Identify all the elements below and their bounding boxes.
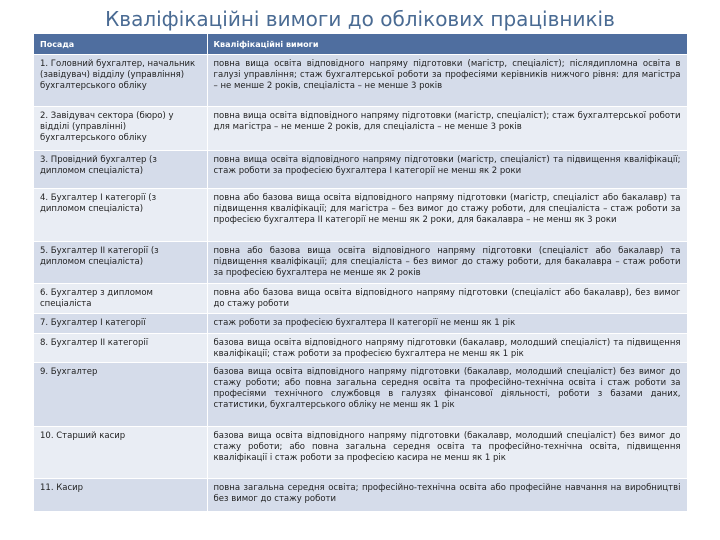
position-cell: 4. Бухгалтер I категорії (з дипломом спеціаліста) [34, 189, 207, 242]
position-cell: 9. Бухгалтер [34, 363, 207, 427]
position-cell: 11. Касир [34, 479, 207, 511]
table-row [34, 479, 687, 511]
requirements-cell: повна загальна середня освіта; професійно-технічна освіта або професійне навчання на виробництві без вимог до стажу роботи [207, 479, 687, 511]
table-row [34, 242, 687, 284]
requirements-cell: повна або базова вища освіта відповідного напряму підготовки (спеціаліст або бакалавр) та підвищення кваліфікації; для спеціаліста – без вимог до стажу роботи, для бакалавра – стаж роботи за професією бухгалтера не менше як 2 років [207, 242, 687, 284]
requirements-cell: базова вища освіта відповідного напряму підготовки (бакалавр, молодший спеціаліст) та підвищення кваліфікації; стаж роботи за професією бухгалтера не менш як 1 рік [207, 334, 687, 363]
column-header-position: Посада [34, 34, 207, 55]
qualification-table [34, 34, 688, 511]
table-row [34, 55, 687, 107]
requirements-cell: повна вища освіта відповідного напряму підготовки (магістр, спеціаліст); стаж бухгалтерської роботи для магістра – не менше 2 років, для спеціаліста – не менше 3 років [207, 107, 687, 151]
position-cell: 8. Бухгалтер II категорії [34, 334, 207, 363]
requirements-cell: повна вища освіта відповідного напряму підготовки (магістр, спеціаліст) та підвищення кваліфікації; стаж роботи за професією бухгалтера I категорії не менш як 2 роки [207, 151, 687, 189]
table-row [34, 107, 687, 151]
column-header-requirements: Кваліфікаційні вимоги [207, 34, 687, 55]
position-cell: 6. Бухгалтер з дипломом спеціаліста [34, 284, 207, 314]
table-row [34, 334, 687, 363]
table-header-row [34, 34, 687, 55]
table-row [34, 314, 687, 334]
position-cell: 2. Завідувач сектора (бюро) у відділі (управлінні) бухгалтерського обліку [34, 107, 207, 151]
position-cell: 5. Бухгалтер II категорії (з дипломом спеціаліста) [34, 242, 207, 284]
requirements-cell: стаж роботи за професією бухгалтера II категорії не менш як 1 рік [207, 314, 687, 334]
page-title: Кваліфікаційні вимоги до облікових працівників [105, 7, 615, 31]
position-cell: 7. Бухгалтер I категорії [34, 314, 207, 334]
position-cell: 10. Старший касир [34, 427, 207, 479]
requirements-cell: базова вища освіта відповідного напряму підготовки (бакалавр, молодший спеціаліст) без вимог до стажу роботи; або повна загальна середня освіта та професійно-технічна освіта і стаж роботи за професіями технічного службовця в галузях фінансової діяльності, роботи з базами даних, статистики, бухгалтерського обліку не менш як 1 рік [207, 363, 687, 427]
table-row [34, 151, 687, 189]
requirements-cell: повна вища освіта відповідного напряму підготовки (магістр, спеціаліст); післядипломна освіта в галузі управління; стаж бухгалтерської роботи за професіями керівників нижчого рівня: для магістра – не менше 2 років, спеціаліста – не менше 3 років [207, 55, 687, 107]
position-cell: 3. Провідний бухгалтер (з дипломом спеціаліста) [34, 151, 207, 189]
table-row [34, 284, 687, 314]
table-row [34, 189, 687, 242]
table-row [34, 427, 687, 479]
position-cell: 1. Головний бухгалтер, начальник (завідувач) відділу (управління) бухгалтерського обліку [34, 55, 207, 107]
requirements-cell: базова вища освіта відповідного напряму підготовки (бакалавр, молодший спеціаліст) без вимог до стажу роботи; або повна загальна середня освіта та професійно-технічна освіта, підвищення кваліфікації і стаж роботи за професією касира не менш як 1 рік [207, 427, 687, 479]
requirements-cell: повна або базова вища освіта відповідного напряму підготовки (магістр, спеціаліст або бакалавр) та підвищення кваліфікації; для магістра – без вимог до стажу роботи, для спеціаліста – стаж роботи за професією бухгалтера II категорії не менш як 2 роки, для бакалавра – не менш як 3 роки [207, 189, 687, 242]
table-row [34, 363, 687, 427]
requirements-cell: повна або базова вища освіта відповідного напряму підготовки (спеціаліст або бакалавр), без вимог до стажу роботи [207, 284, 687, 314]
